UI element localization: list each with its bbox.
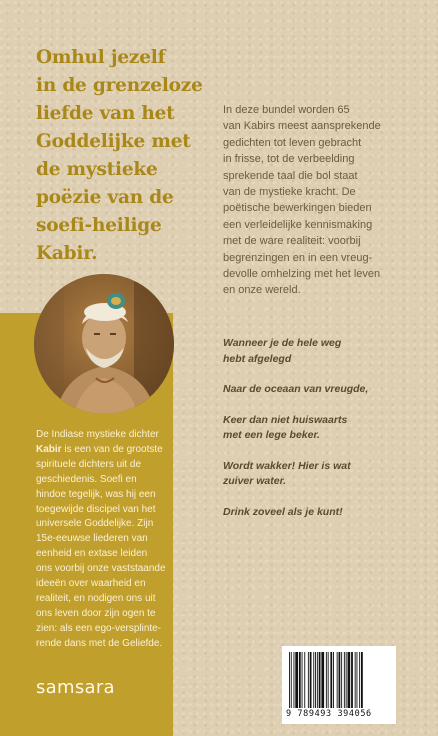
barcode-bar bbox=[344, 652, 345, 708]
tagline-line: Omhul jezelf bbox=[36, 47, 166, 68]
tagline-line: de mystieke bbox=[36, 159, 158, 180]
barcode-bar bbox=[304, 652, 305, 708]
barcode-bar bbox=[359, 652, 360, 708]
poem-excerpt bbox=[223, 336, 413, 535]
barcode-bar bbox=[355, 652, 356, 708]
intro-line: sprekende taal die bol staat bbox=[223, 169, 358, 182]
portrait-illustration bbox=[34, 274, 174, 414]
intro-line: In deze bundel worden 65 bbox=[223, 104, 350, 116]
barcode-bar bbox=[317, 652, 318, 708]
barcode-bar bbox=[315, 652, 316, 708]
author-name: Kabir bbox=[36, 443, 62, 455]
poem-line: Wordt wakker! Hier is wat bbox=[223, 459, 351, 472]
barcode-bar bbox=[351, 652, 353, 708]
barcode-bar bbox=[308, 652, 309, 708]
intro-line: in frisse, tot de verbeelding bbox=[223, 153, 355, 166]
poem-stanza bbox=[223, 336, 413, 367]
barcode-bar bbox=[299, 652, 301, 708]
tagline bbox=[36, 44, 206, 268]
intro-line: devolle omhelzing met het leven bbox=[223, 268, 381, 281]
intro-line: een verleidelijke kennismaking bbox=[223, 218, 373, 231]
poem-line: Wanneer je de hele weg bbox=[223, 337, 342, 349]
bio-line: universele Goddelijke. Zijn bbox=[36, 518, 154, 530]
poem-stanza bbox=[223, 459, 413, 490]
barcode-bar bbox=[313, 652, 314, 708]
barcode-bar bbox=[295, 652, 298, 708]
poem-line: Drink zoveel als je kunt! bbox=[223, 505, 343, 518]
intro-line: en onze wereld. bbox=[223, 284, 301, 297]
barcode-bar bbox=[361, 652, 363, 708]
tagline-line: soefi-heilige bbox=[36, 215, 162, 236]
bio-line: ideeën over waarheid en bbox=[36, 578, 146, 590]
poem-line: zuiver water. bbox=[223, 475, 287, 487]
poem-line: met een lege beker. bbox=[223, 429, 320, 441]
barcode-bar bbox=[321, 652, 324, 708]
barcode-bar bbox=[357, 652, 358, 708]
publisher-logo: samsara bbox=[36, 677, 115, 698]
barcode-bar bbox=[348, 652, 351, 708]
poem-stanza bbox=[223, 505, 413, 521]
bio-line: De Indiase mystieke dichter bbox=[36, 429, 159, 440]
intro-line: van Kabirs meest aansprekende bbox=[223, 120, 381, 133]
tagline-line: liefde van het bbox=[36, 103, 175, 124]
bio-line: ons leven door zijn ogen te bbox=[36, 607, 156, 619]
barcode bbox=[282, 646, 396, 724]
bio-line: zien: als een ego-versplinte- bbox=[36, 622, 162, 634]
barcode-bar bbox=[346, 652, 347, 708]
kabir-portrait-image bbox=[34, 274, 174, 414]
barcode-bars bbox=[288, 652, 390, 708]
bio-line: realiteit, en nodigen ons uit bbox=[36, 592, 156, 604]
tagline-line: Kabir. bbox=[36, 243, 98, 264]
bio-line: eenheid en extase leiden bbox=[36, 548, 148, 560]
barcode-bar bbox=[302, 652, 303, 708]
tagline-line: Goddelijke met bbox=[36, 131, 191, 152]
intro-line: gedichten tot leven gebracht bbox=[223, 136, 362, 149]
poem-stanza bbox=[223, 382, 413, 398]
barcode-bar bbox=[330, 652, 332, 708]
bio-line: rende dans met de Geliefde. bbox=[36, 637, 163, 649]
barcode-bar bbox=[289, 652, 290, 708]
barcode-bar bbox=[291, 652, 292, 708]
tagline-line: in de grenzeloze bbox=[36, 75, 203, 96]
intro-line: begrenzingen en in een vreug- bbox=[223, 251, 373, 264]
barcode-bar bbox=[337, 652, 338, 708]
barcode-bar bbox=[310, 652, 312, 708]
barcode-bar bbox=[294, 652, 295, 708]
barcode-bar bbox=[319, 652, 321, 708]
bio-line: toegewijde discipel van het bbox=[36, 503, 156, 515]
isbn-number: 9 789493 394056 bbox=[286, 709, 372, 719]
bio-line: geschiedenis. Soefi en bbox=[36, 473, 137, 485]
author-bio bbox=[36, 428, 176, 652]
poem-line: Naar de oceaan van vreugde, bbox=[223, 383, 369, 395]
bio-line: spirituele dichters uit de bbox=[36, 458, 142, 470]
bio-line-rest: is een van de grootste bbox=[61, 443, 163, 455]
intro-line: poëtische bewerkingen bieden bbox=[223, 202, 372, 215]
bio-line: ons voorbij onze vaststaande bbox=[36, 563, 166, 575]
bio-line: 15e-eeuwse liederen van bbox=[36, 533, 148, 545]
barcode-bar bbox=[326, 652, 327, 708]
intro-line: van de mystieke kracht. De bbox=[223, 186, 356, 199]
barcode-bar bbox=[339, 652, 341, 708]
barcode-bar bbox=[341, 652, 342, 708]
poem-stanza bbox=[223, 413, 413, 444]
bio-line bbox=[36, 443, 176, 458]
bio-line: hindoe tegelijk, was hij een bbox=[36, 488, 156, 500]
poem-line: Keer dan niet huiswaarts bbox=[223, 413, 348, 426]
intro-line: met de ware realiteit: voorbij bbox=[223, 235, 361, 248]
poem-line: hebt afgelegd bbox=[223, 352, 292, 365]
barcode-bar bbox=[333, 652, 334, 708]
tagline-line: poëzie van de bbox=[36, 187, 174, 208]
barcode-bar bbox=[328, 652, 329, 708]
intro-paragraph bbox=[223, 102, 413, 299]
